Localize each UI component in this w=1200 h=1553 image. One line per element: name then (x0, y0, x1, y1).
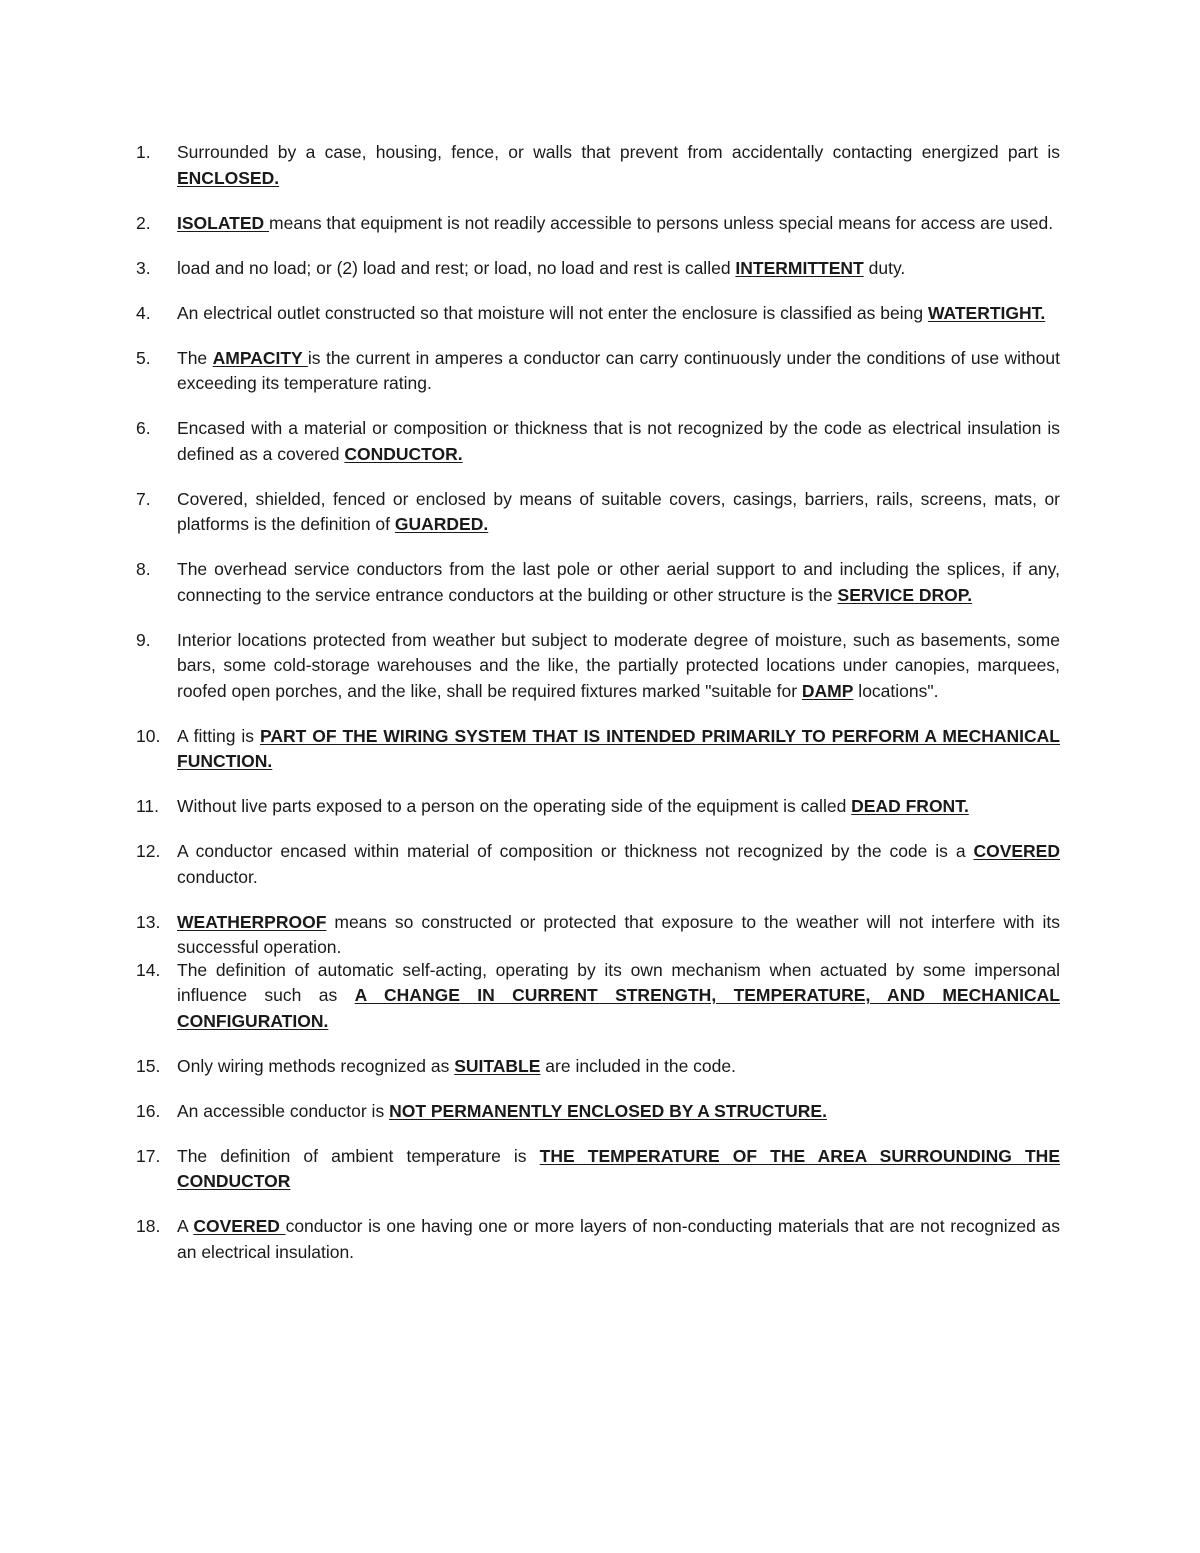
item-number: 18. (136, 1216, 161, 1236)
answer-text: DAMP (801, 680, 854, 701)
item-number: 11. (136, 796, 160, 816)
list-item (136, 301, 1060, 327)
question-text-after: locations". (853, 680, 939, 701)
answer-text: DEAD FRONT. (851, 796, 969, 816)
list-item (136, 910, 1060, 961)
answer-text: SUITABLE (454, 1055, 541, 1076)
list-item (136, 211, 1060, 237)
answer-text: GUARDED. (394, 514, 489, 534)
item-number: 17. (136, 1145, 161, 1166)
item-number: 8. (136, 559, 151, 579)
list-item (136, 794, 1060, 820)
answer-text: THE TEMPERATURE OF THE AREA SURROUNDING THE CONDUCTOR (177, 1145, 1060, 1191)
answer-text: ENCLOSED. (177, 167, 280, 188)
question-text: A (177, 1216, 194, 1236)
list-item (136, 1144, 1060, 1195)
item-number: 7. (136, 488, 151, 509)
question-text-after: are included in the code. (540, 1055, 736, 1076)
question-text: An electrical outlet constructed so that moisture will not enter the enclosure is classified as being (177, 302, 928, 323)
question-text-after: conductor. (177, 866, 258, 887)
list-item (136, 256, 1060, 282)
item-number: 4. (136, 302, 151, 323)
answer-text: ISOLATED (177, 212, 270, 233)
list-item (136, 346, 1060, 397)
question-text: A fitting is (177, 725, 260, 746)
answer-text: INTERMITTENT (735, 257, 864, 278)
question-text: The overhead service conductors from the last pole or other aerial support to and including the splices, if any, connecting to the service entrance conductors at the building or other structure is the (177, 559, 1060, 605)
item-number: 9. (136, 629, 151, 650)
answer-text: NOT PERMANENTLY ENCLOSED BY A STRUCTURE. (389, 1100, 827, 1121)
question-text-after: conductor is one having one or more layers of non-conducting materials that are not recognized as an electrical insulation. (177, 1216, 1060, 1262)
item-number: 6. (136, 418, 151, 438)
item-number: 16. (136, 1100, 161, 1121)
list-item (136, 1099, 1060, 1125)
item-number: 13. (136, 911, 161, 932)
list-item (136, 416, 1060, 467)
question-text-after: is the current in amperes a conductor can carry continuously under the conditions of use without exceeding its temperature rating. (177, 347, 1060, 393)
question-text: An accessible conductor is (177, 1100, 390, 1121)
answer-text: WEATHERPROOF (177, 911, 327, 932)
answer-text: CONDUCTOR. (344, 443, 463, 464)
list-item (136, 140, 1060, 191)
list-item (136, 1214, 1060, 1265)
question-text: Encased with a material or composition or thickness that is not recognized by the code as electrical insulation is defined as a covered (177, 418, 1060, 464)
answer-text: WATERTIGHT. (927, 302, 1046, 323)
question-text: Surrounded by a case, housing, fence, or walls that prevent from accidentally contacting energized part is (177, 142, 1060, 162)
answer-text: PART OF THE WIRING SYSTEM THAT IS INTENDED PRIMARILY TO PERFORM A MECHANICAL FUNCTION. (177, 725, 1060, 771)
list-item (136, 958, 1060, 1035)
answer-text: A CHANGE IN CURRENT STRENGTH, TEMPERATURE, AND MECHANICAL CONFIGURATION. (177, 985, 1060, 1031)
question-text: The (177, 347, 213, 368)
question-text-after: duty. (863, 257, 906, 278)
item-number: 2. (136, 212, 151, 233)
item-number: 1. (136, 142, 151, 162)
list-item (136, 724, 1060, 775)
question-text-after: means that equipment is not readily accessible to persons unless special means for access are used. (269, 212, 1054, 233)
item-number: 12. (136, 841, 161, 861)
item-number: 5. (136, 347, 151, 368)
question-text: Without live parts exposed to a person on the operating side of the equipment is called (177, 796, 852, 816)
question-text: The definition of automatic self-acting, operating by its own mechanism when actuated by some impersonal influence such as (177, 959, 1060, 1005)
question-text: The definition of ambient temperature is (177, 1145, 540, 1166)
answer-text: COVERED (193, 1216, 286, 1236)
item-number: 14. (136, 959, 161, 980)
question-list (136, 140, 1060, 1285)
question-text-after: means so constructed or protected that exposure to the weather will not interfere with its successful operation. (177, 911, 1060, 957)
item-number: 15. (136, 1055, 161, 1076)
question-text: Only wiring methods recognized as (177, 1055, 455, 1076)
list-item (136, 839, 1060, 890)
list-item (136, 487, 1060, 538)
list-item (136, 557, 1060, 608)
question-text: Interior locations protected from weather but subject to moderate degree of moisture, such as basements, some bars, some cold-storage warehouses and the like, the partially protected locations under canopies, marquees, roofed open porches, and the like, shall be required fixtures marked "suitable for (177, 629, 1060, 701)
item-number: 10. (136, 725, 161, 746)
answer-text: AMPACITY (212, 347, 308, 368)
question-text: load and no load; or (2) load and rest; or load, no load and rest is called (177, 257, 736, 278)
answer-text: COVERED (973, 841, 1060, 861)
item-number: 3. (136, 257, 151, 278)
list-item (136, 628, 1060, 705)
answer-text: SERVICE DROP. (837, 584, 973, 605)
list-item (136, 1054, 1060, 1080)
question-text: Covered, shielded, fenced or enclosed by means of suitable covers, casings, barriers, rails, screens, mats, or platforms is the definition of (177, 488, 1060, 534)
question-text: A conductor encased within material of composition or thickness not recognized by the code is a (177, 841, 974, 861)
